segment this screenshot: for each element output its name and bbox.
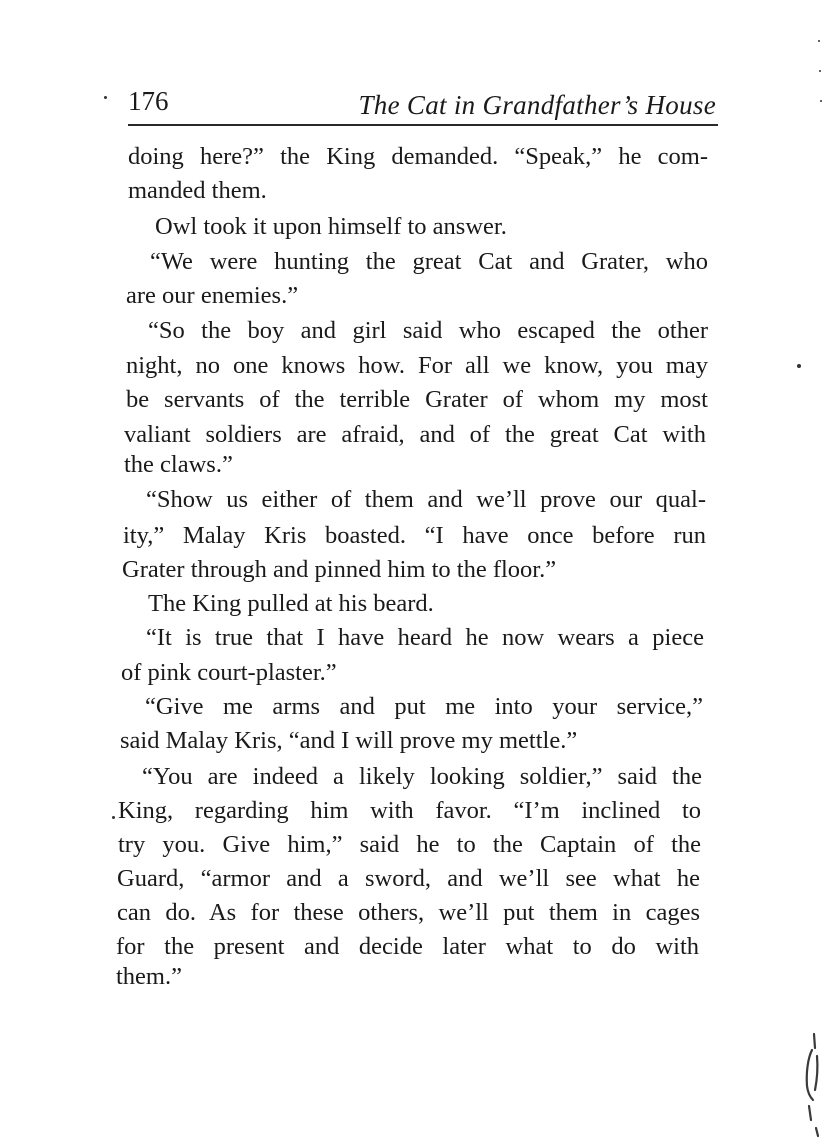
text-line: “Show us either of them and we’ll prove our qual-	[146, 486, 706, 513]
text-line: be servants of the terrible Grater of whom my most	[126, 386, 708, 413]
text-line: manded them.	[128, 177, 267, 204]
edge-smudge-mark	[800, 1028, 824, 1138]
text-line: “So the boy and girl said who escaped the other	[148, 317, 708, 344]
scan-speck	[819, 70, 821, 72]
text-line: ity,” Malay Kris boasted. “I have once before run	[123, 522, 706, 549]
scan-speck	[112, 816, 115, 819]
scan-speck	[818, 40, 820, 42]
page-number: 176	[128, 86, 169, 116]
scan-speck	[104, 96, 107, 99]
text-line: valiant soldiers are afraid, and of the great Cat with	[124, 421, 706, 448]
scan-speck	[797, 364, 801, 368]
text-line: “You are indeed a likely looking soldier,” said the	[142, 763, 702, 790]
running-title: The Cat in Grandfather’s House	[358, 90, 716, 120]
scan-speck	[820, 100, 822, 102]
text-line: doing here?” the King demanded. “Speak,” he com-	[128, 143, 708, 170]
text-line: The King pulled at his beard.	[148, 590, 434, 617]
text-line: said Malay Kris, “and I will prove my mettle.”	[120, 727, 578, 754]
page-header	[128, 84, 718, 126]
text-line: try you. Give him,” said he to the Captain of the	[118, 831, 701, 858]
text-line: them.”	[116, 963, 182, 990]
text-line: “Give me arms and put me into your service,”	[145, 693, 703, 720]
text-line: are our enemies.”	[126, 282, 299, 309]
text-line: Grater through and pinned him to the floor.”	[122, 556, 557, 583]
text-line: King, regarding him with favor. “I’m inclined to	[118, 797, 701, 824]
text-line: “We were hunting the great Cat and Grater, who	[150, 248, 708, 275]
text-line: can do. As for these others, we’ll put them in cages	[117, 899, 700, 926]
text-line: “It is true that I have heard he now wears a piece	[146, 624, 704, 651]
text-line: the claws.”	[124, 451, 233, 478]
text-line: for the present and decide later what to do with	[116, 933, 699, 960]
text-line: of pink court-plaster.”	[121, 659, 337, 686]
text-line: night, no one knows how. For all we know, you may	[126, 352, 708, 379]
text-line: Guard, “armor and a sword, and we’ll see what he	[117, 865, 700, 892]
text-line: Owl took it upon himself to answer.	[155, 213, 507, 240]
